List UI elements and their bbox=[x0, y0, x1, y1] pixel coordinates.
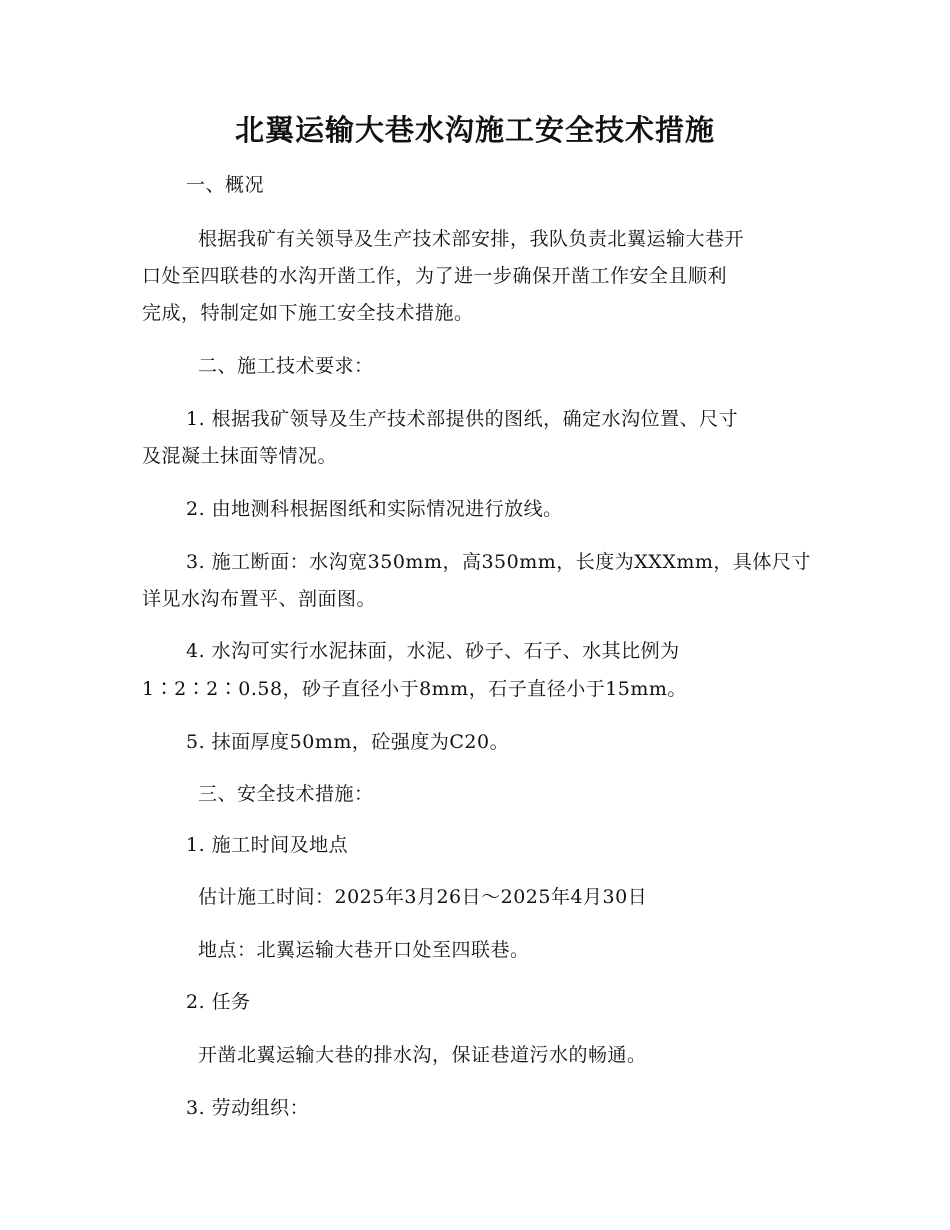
list-item-line: 1. 根据我矿领导及生产技术部提供的图纸，确定水沟位置、尺寸 bbox=[186, 408, 739, 430]
list-item-line: 及混凝土抹面等情况。 bbox=[142, 445, 338, 467]
list-item-line: 2. 由地测科根据图纸和实际情况进行放线。 bbox=[186, 498, 563, 520]
list-item-line: 2. 任务 bbox=[186, 991, 251, 1013]
paragraph-line: 开凿北翼运输大巷的排水沟，保证巷道污水的畅通。 bbox=[198, 1044, 647, 1066]
list-item-line: 1∶2∶2∶0.58，砂子直径小于8mm，石子直径小于15mm。 bbox=[142, 678, 687, 700]
list-item-line: 3. 施工断面：水沟宽350mm，高350mm，长度为XXXmm，具体尺寸 bbox=[186, 551, 811, 573]
section-heading-technical-requirements: 二、施工技术要求： bbox=[198, 355, 374, 377]
paragraph-line: 地点：北翼运输大巷开口处至四联巷。 bbox=[198, 939, 530, 961]
paragraph-line: 根据我矿有关领导及生产技术部安排，我队负责北翼运输大巷开 bbox=[198, 228, 745, 250]
list-item-line: 详见水沟布置平、剖面图。 bbox=[142, 588, 377, 610]
paragraph-line: 估计施工时间：2025年3月26日～2025年4月30日 bbox=[198, 886, 648, 908]
list-item-line: 4. 水沟可实行水泥抹面，水泥、砂子、石子、水其比例为 bbox=[186, 640, 680, 662]
paragraph-line: 完成，特制定如下施工安全技术措施。 bbox=[142, 302, 474, 324]
list-item-line: 3. 劳动组织： bbox=[186, 1097, 310, 1119]
section-heading-safety-measures: 三、安全技术措施： bbox=[198, 783, 374, 805]
list-item-line: 1. 施工时间及地点 bbox=[186, 834, 349, 856]
document-title: 北翼运输大巷水沟施工安全技术措施 bbox=[234, 113, 715, 147]
section-heading-overview: 一、概况 bbox=[186, 174, 265, 196]
list-item-line: 5. 抹面厚度50mm，砼强度为C20。 bbox=[186, 731, 510, 753]
paragraph-line: 口处至四联巷的水沟开凿工作，为了进一步确保开凿工作安全且顺利 bbox=[142, 265, 728, 287]
